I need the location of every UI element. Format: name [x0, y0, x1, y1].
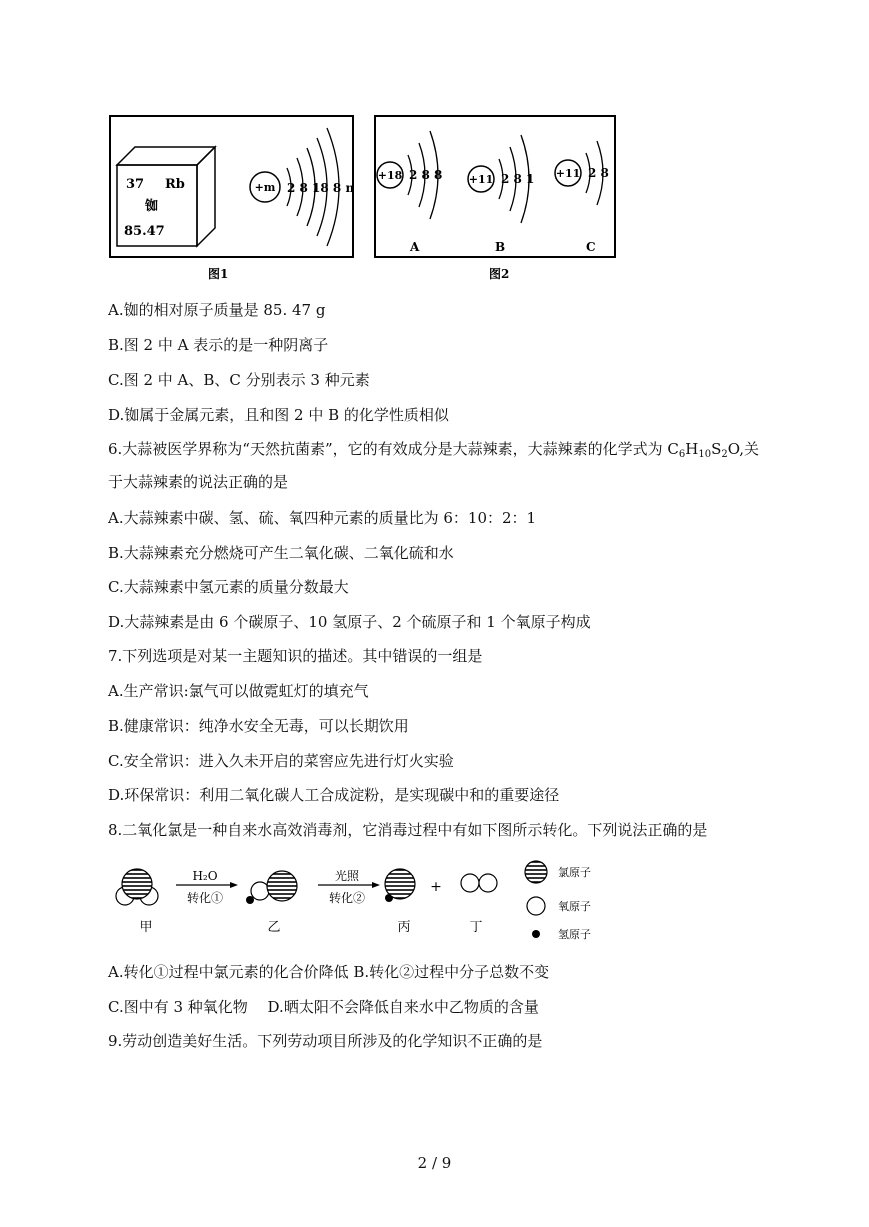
q5-option-a: A.铷的相对原子质量是 85. 47 g — [108, 301, 326, 319]
atom-structure-figures — [105, 110, 625, 285]
formula-o: O — [727, 440, 740, 458]
formula-c: C — [667, 440, 679, 458]
q8-stem: 8.二氧化氯是一种自来水高效消毒剂，它消毒过程中有如下图所示转化。下列说法正确的是 — [108, 821, 708, 839]
legend — [525, 861, 591, 941]
page-number: 2 / 9 — [417, 1154, 452, 1172]
label-yi: 乙 — [267, 920, 281, 935]
arrow1-bottom: 转化① — [186, 891, 224, 905]
atom-a — [377, 131, 442, 254]
element-cube — [117, 147, 215, 246]
q7-option-c: C.安全常识：进入久未开启的菜窖应先进行灯火实验 — [108, 752, 454, 770]
q6-option-d: D.大蒜辣素是由 6 个碳原子、10 氢原子、2 个硫原子和 1 个氧原子构成 — [108, 613, 591, 631]
q6-formula — [667, 440, 739, 458]
formula-s-count: 2 — [721, 449, 728, 460]
q7-option-a: A.生产常识:氯气可以做霓虹灯的填充气 — [108, 682, 369, 700]
q9-stem: 9.劳动创造美好生活。下列劳动项目所涉及的化学知识不正确的是 — [108, 1032, 543, 1050]
atom-c-nucleus: +11 — [555, 167, 581, 180]
atom-a-nucleus: +18 — [377, 169, 403, 182]
legend-oxygen: 氧原子 — [558, 900, 591, 913]
q6-stem-line2: 于大蒜辣素的说法正确的是 — [108, 473, 289, 491]
q7-option-b: B.健康常识：纯净水安全无毒，可以长期饮用 — [108, 717, 409, 735]
q8-options-cd: C.图中有 3 种氧化物 D.晒太阳不会降低自来水中乙物质的含量 — [108, 998, 539, 1016]
atom-b — [468, 135, 534, 254]
molecule-bing — [385, 869, 415, 902]
q6-stem-suffix: ,关 — [739, 440, 759, 458]
q6-option-a: A.大蒜辣素中碳、氢、硫、氧四种元素的质量比为 6：10：2：1 — [108, 509, 537, 527]
fig1-caption: 图1 — [208, 267, 229, 281]
molecule-yi — [246, 871, 297, 904]
element-symbol: Rb — [165, 177, 185, 192]
atom-c-label: C — [586, 240, 596, 254]
label-ding: 丁 — [469, 920, 483, 935]
arrow2-top: 光照 — [334, 869, 360, 883]
atom-a-shells: 2 8 8 — [409, 168, 443, 182]
arrow2-bottom: 转化② — [328, 891, 366, 905]
atom-c — [555, 141, 609, 254]
q6-stem-prefix: 6.大蒜被医学界称为“天然抗菌素”，它的有效成分是大蒜辣素，大蒜辣素的化学式为 — [108, 440, 668, 458]
legend-chlorine: 氯原子 — [558, 866, 591, 879]
formula-s: S — [711, 440, 722, 458]
rb-nucleus: +m — [254, 181, 276, 194]
q7-stem: 7.下列选项是对某一主题知识的描述。其中错误的一组是 — [108, 647, 483, 665]
atom-a-label: A — [410, 240, 420, 254]
rb-shells: 2 8 18 8 n — [287, 181, 355, 195]
arrow-conversion-2 — [318, 868, 380, 905]
element-name: 铷 — [145, 199, 159, 214]
formula-h-count: 10 — [698, 449, 712, 460]
plus-sign: + — [430, 879, 442, 895]
atom-b-nucleus: +11 — [468, 173, 494, 186]
arrow1-top: H₂O — [192, 869, 218, 883]
legend-hydrogen: 氢原子 — [558, 928, 591, 941]
atom-b-shells: 2 8 1 — [501, 172, 535, 186]
rb-atom — [250, 128, 354, 246]
fig2-caption: 图2 — [489, 267, 510, 281]
arrow-conversion-1 — [176, 869, 238, 905]
formula-c-count: 6 — [678, 449, 686, 460]
q8-options-ab: A.转化①过程中氯元素的化合价降低 B.转化②过程中分子总数不变 — [108, 963, 550, 981]
element-number: 37 — [126, 177, 145, 192]
label-jia: 甲 — [139, 920, 153, 935]
q5-option-b: B.图 2 中 A 表示的是一种阴离子 — [108, 336, 329, 354]
q5-option-d: D.铷属于金属元素，且和图 2 中 B 的化学性质相似 — [108, 406, 449, 424]
chlorine-dioxide-diagram — [108, 856, 628, 946]
q5-option-c: C.图 2 中 A、B、C 分别表示 3 种元素 — [108, 371, 370, 389]
molecule-ding — [461, 874, 497, 892]
q7-option-d: D.环保常识：利用二氧化碳人工合成淀粉，是实现碳中和的重要途径 — [108, 786, 560, 804]
q6-stem — [108, 439, 759, 465]
molecule-jia — [116, 869, 158, 905]
formula-h: H — [685, 440, 699, 458]
atom-b-label: B — [495, 240, 506, 254]
label-bing: 丙 — [397, 920, 411, 935]
q6-option-b: B.大蒜辣素充分燃烧可产生二氧化碳、二氧化硫和水 — [108, 544, 454, 562]
element-mass: 85.47 — [124, 224, 165, 239]
q6-option-c: C.大蒜辣素中氢元素的质量分数最大 — [108, 578, 349, 596]
atom-c-shells: 2 8 — [588, 166, 609, 180]
